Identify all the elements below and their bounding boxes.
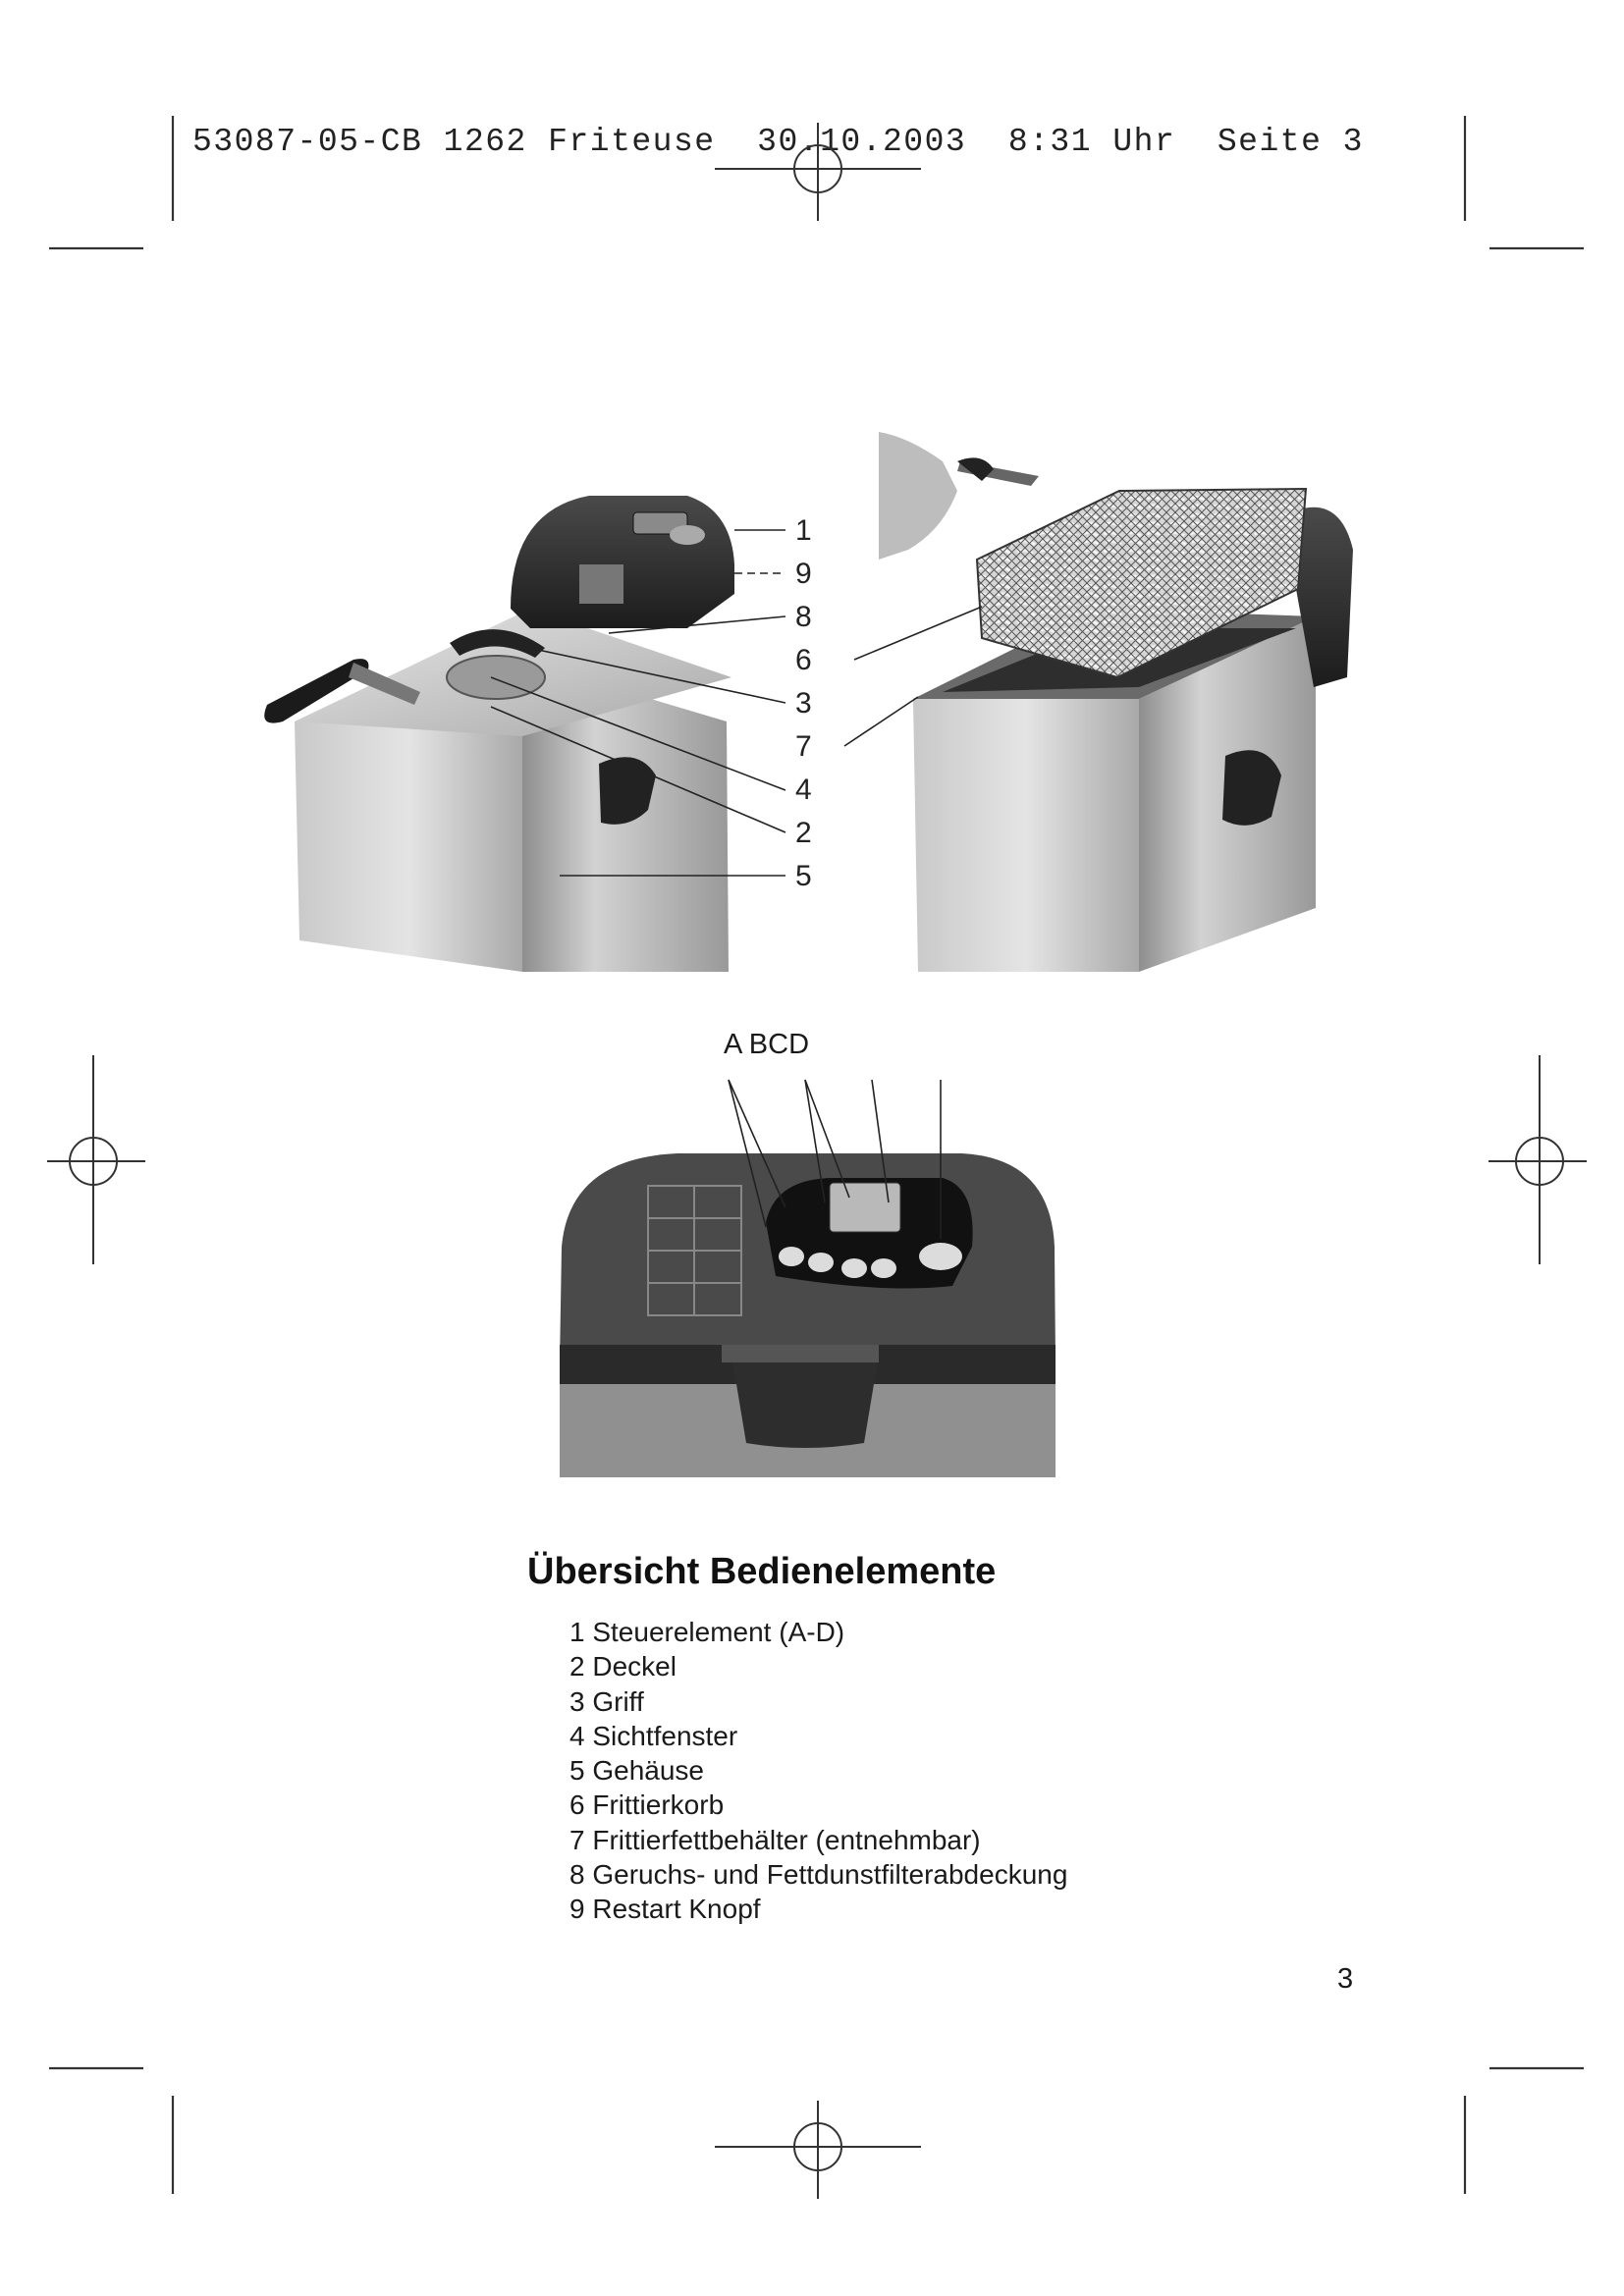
legend-item: 4 Sichtfenster bbox=[569, 1720, 738, 1751]
callout-number: 8 bbox=[795, 601, 812, 633]
fryer-closed-illustration bbox=[264, 496, 734, 972]
registration-mark-left bbox=[47, 1055, 145, 1264]
callout-number: 1 bbox=[795, 514, 812, 547]
legend-item: 5 Gehäuse bbox=[569, 1755, 704, 1787]
section-heading: Übersicht Bedienelemente bbox=[527, 1551, 997, 1592]
registration-mark-top bbox=[715, 123, 921, 221]
page-number: 3 bbox=[1337, 1963, 1354, 1995]
callout-number: 6 bbox=[795, 644, 812, 676]
callout-number: 7 bbox=[795, 730, 812, 763]
control-panel-illustration bbox=[560, 1080, 1056, 1477]
legend-item: 2 Deckel bbox=[569, 1651, 677, 1682]
panel-label: A BCD bbox=[724, 1029, 810, 1060]
callout-number: 5 bbox=[795, 860, 812, 892]
legend-item: 7 Frittierfettbehälter (entnehmbar) bbox=[569, 1824, 981, 1855]
legend-item: 1 Steuerelement (A-D) bbox=[569, 1617, 845, 1647]
parts-legend bbox=[569, 1615, 1067, 1927]
callout-number: 2 bbox=[795, 817, 812, 849]
legend-item: 6 Frittierkorb bbox=[569, 1789, 725, 1821]
registration-mark-right bbox=[1489, 1055, 1587, 1264]
callout-number: 3 bbox=[795, 687, 812, 720]
fryer-open-illustration bbox=[879, 432, 1353, 972]
print-slug: 53087-05-CB 1262 Friteuse 30.10.2003 8:31 Uhr Seite 3 bbox=[192, 124, 1364, 160]
registration-mark-bottom bbox=[715, 2101, 921, 2199]
legend-item: 8 Geruchs- und Fettdunstfilterabdeckung bbox=[569, 1859, 1068, 1891]
legend-item: 9 Restart Knopf bbox=[569, 1894, 761, 1925]
callout-number: 9 bbox=[795, 558, 812, 590]
callout-number: 4 bbox=[795, 774, 812, 806]
legend-item: 3 Griff bbox=[569, 1685, 644, 1717]
